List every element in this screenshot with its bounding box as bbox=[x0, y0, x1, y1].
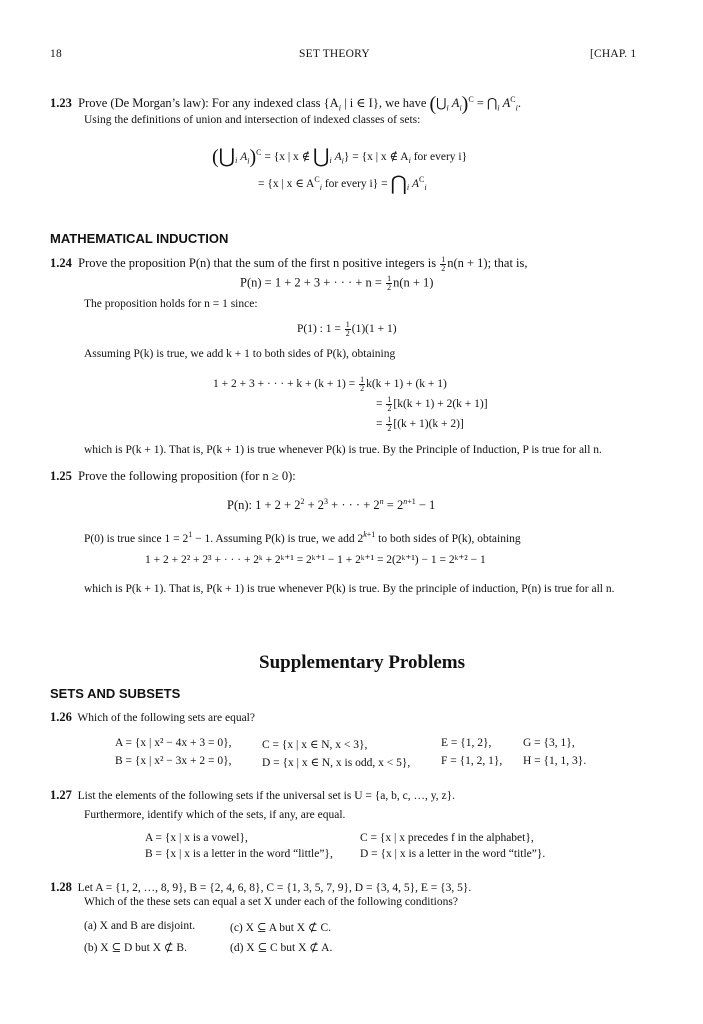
running-title: SET THEORY bbox=[299, 48, 370, 60]
section-heading-sets: SETS AND SUBSETS bbox=[50, 686, 181, 701]
equation-text: [k(k + 1) + 2(k + 1)] bbox=[393, 398, 488, 411]
problem-1-25-conclusion: which is P(k + 1). That is, P(k + 1) is true whenever P(k) is true. By the principle of induction, P(n) is true for all n. bbox=[84, 583, 615, 595]
condition-d: (d) X ⊆ C but X ⊄ A. bbox=[230, 942, 333, 954]
statement-text: Prove the following proposition (for n ≥ 0): bbox=[78, 469, 296, 483]
set-C: C = {x | x ∈ N, x < 3}, bbox=[262, 739, 368, 751]
line-text: for every i} bbox=[413, 150, 468, 163]
demorgan-line-2: = {x | x ∈ $A^C_i$ for every $i\} = ⋂_i$ $A^C_i$ bbox=[258, 172, 427, 195]
problem-1-25-statement bbox=[50, 468, 296, 484]
problem-1-25-base: P(0) is true since $1 = 2^1 - 1$. Assuming P(k) is true, we add $2^{k+1}$ to both sides of P(k), obtaining bbox=[84, 530, 521, 545]
problem-number: 1.24 bbox=[50, 256, 72, 270]
base-text: to both sides of P(k), obtaining bbox=[378, 532, 521, 545]
letter-set-D: D = {x | x is a letter in the word “title”}. bbox=[360, 848, 546, 860]
question-text: Which of the following sets are equal? bbox=[77, 712, 255, 724]
letter-set-C: C = {x | x precedes f in the alphabet}, bbox=[360, 832, 534, 844]
induction-step-1: 1 + 2 + 3 + · · · + k + (k + 1) = $\frac{1}{2}$ k(k + 1) + (k + 1) bbox=[213, 375, 447, 393]
equation-powers-of-two: P(n): $1 + 2 + 2^2 + 2^3$ + · · · + $2^n = 2^{n+1} - 1$ bbox=[227, 497, 436, 513]
equation-text: [(k + 1)(k + 2)] bbox=[393, 418, 464, 431]
equation-text: 1 + 2 + 3 + · · · + k + (k + 1) = bbox=[213, 378, 356, 391]
base-case-text: The proposition holds for n = 1 since: bbox=[84, 298, 258, 310]
line-text: = {x | x ∉ bbox=[264, 150, 311, 163]
statement-text: Prove (De Morgan’s law): For any indexed class {A bbox=[78, 96, 339, 111]
letter-set-B: B = {x | x is a letter in the word “little”}, bbox=[145, 848, 333, 860]
problem-number: 1.27 bbox=[50, 788, 72, 802]
condition-a: (a) X and B are disjoint. bbox=[84, 920, 196, 932]
problem-1-23-statement: 1.23 Prove (De Morgan’s law): For any indexed class {$A_i$ | i ∈ I}, we have ($⋃_i$ $A_i)^C$ = $⋂_i$ $A^C_i$. bbox=[50, 93, 521, 116]
set-E: E = {1, 2}, bbox=[441, 737, 492, 749]
set-F: F = {1, 2, 1}, bbox=[441, 755, 503, 767]
problem-1-27-furthermore: Furthermore, identify which of the sets, if any, are equal. bbox=[84, 809, 346, 821]
set-A: A = {x | x² − 4x + 3 = 0}, bbox=[115, 737, 232, 749]
equation-text: + · · · + 2 bbox=[331, 498, 380, 513]
letter-set-A: A = {x | x is a vowel}, bbox=[145, 832, 248, 844]
assume-text: Assuming P(k) is true, we add k + 1 to both sides of P(k), obtaining bbox=[84, 348, 396, 360]
chapter-label: [CHAP. 1 bbox=[590, 48, 637, 60]
equation-text: − 1 bbox=[418, 498, 436, 513]
equation-text: k(k + 1) + (k + 1) bbox=[366, 378, 447, 391]
problem-number: 1.28 bbox=[50, 880, 72, 894]
problem-1-24-statement: 1.24 Prove the proposition P(n) that the sum of the first n positive integers is $\frac{1}{2}$ n(n + 1); that is, bbox=[50, 254, 528, 273]
supplementary-title: Supplementary Problems bbox=[259, 652, 466, 673]
set-G: G = {3, 1}, bbox=[523, 737, 575, 749]
problem-number: 1.23 bbox=[50, 96, 72, 111]
induction-step-2: = $\frac{1}{2}$ [k(k + 1) + 2(k + 1)] bbox=[376, 395, 488, 413]
base-text: − 1. Assuming P(k) is true, we add 2 bbox=[195, 532, 364, 545]
demorgan-line-1: ($⋃_i$ $A_i)^C = \{x$ | x ∉ $⋃_i$ $A_i\} = \{x$ | x ∉ $A_i$ for every i} bbox=[212, 145, 468, 168]
question-text: List the elements of the following sets if the universal set is U = {a, b, c, …, y, z}. bbox=[77, 790, 455, 802]
induction-step-3: = $\frac{1}{2}$ [(k + 1)(k + 2)] bbox=[376, 415, 464, 433]
statement-text: n(n + 1); that is, bbox=[447, 256, 528, 270]
line-text: = {x | x ∈ A bbox=[258, 177, 315, 190]
line-text: = {x | x ∉ A bbox=[352, 150, 409, 163]
induction-step-powers: 1 + 2 + 2² + 2³ + · · · + 2ᵏ + 2ᵏ⁺¹ = 2ᵏ⁺¹ − 1 + 2ᵏ⁺¹ = 2(2ᵏ⁺¹) − 1 = 2ᵏ⁺² − 1 bbox=[145, 554, 486, 566]
base-text: P(0) is true since 1 = 2 bbox=[84, 532, 189, 545]
problem-1-28-question bbox=[50, 880, 471, 896]
condition-b: (b) X ⊆ D but X ⊄ B. bbox=[84, 942, 187, 954]
equation-text: + 2 bbox=[307, 498, 325, 513]
equation-text: = 2 bbox=[386, 498, 404, 513]
line-text: for every i} = bbox=[324, 177, 388, 190]
equation-text: P(n): 1 + 2 + 2 bbox=[227, 498, 301, 513]
equation-text: (1)(1 + 1) bbox=[351, 323, 397, 336]
equation-text: P(1) : 1 = bbox=[297, 323, 341, 336]
section-heading-induction: MATHEMATICAL INDUCTION bbox=[50, 231, 229, 246]
set-D: D = {x | x ∈ N, x is odd, x < 5}, bbox=[262, 757, 411, 769]
statement-text: Prove the proposition P(n) that the sum of the first n positive integers is bbox=[78, 256, 437, 270]
problem-1-24-conclusion: which is P(k + 1). That is, P(k + 1) is true whenever P(k) is true. By the Principle of Induction, P is true for all n. bbox=[84, 444, 602, 456]
equation-text: P(n) = 1 + 2 + 3 + · · · + n = bbox=[240, 275, 382, 290]
set-B: B = {x | x² − 3x + 2 = 0}, bbox=[115, 755, 232, 767]
base-case-equation: P(1) : 1 = $\frac{1}{2}$ (1)(1 + 1) bbox=[297, 320, 397, 338]
statement-tail: | i ∈ I}, we have bbox=[344, 96, 427, 111]
problem-1-26-question bbox=[50, 710, 255, 726]
problem-1-28-question-2: Which of the these sets can equal a set X under each of the following conditions? bbox=[84, 896, 458, 908]
problem-number: 1.26 bbox=[50, 710, 72, 724]
question-text: Let A = {1, 2, …, 8, 9}, B = {2, 4, 6, 8}, C = {1, 3, 5, 7, 9}, D = {3, 4, 5}, E = {3, 5}. bbox=[77, 882, 472, 894]
problem-1-27-question bbox=[50, 788, 455, 804]
problem-number: 1.25 bbox=[50, 469, 72, 483]
problem-1-23-intro: Using the definitions of union and intersection of indexed classes of sets: bbox=[84, 114, 421, 126]
set-H: H = {1, 1, 3}. bbox=[523, 755, 587, 767]
equation-sum: P(n) = 1 + 2 + 3 + · · · + n = $\frac{1}{2}$ n(n + 1) bbox=[240, 274, 434, 292]
equation-text: n(n + 1) bbox=[393, 275, 434, 290]
condition-c: (c) X ⊆ A but X ⊄ C. bbox=[230, 922, 332, 934]
page-number: 18 bbox=[50, 48, 62, 60]
